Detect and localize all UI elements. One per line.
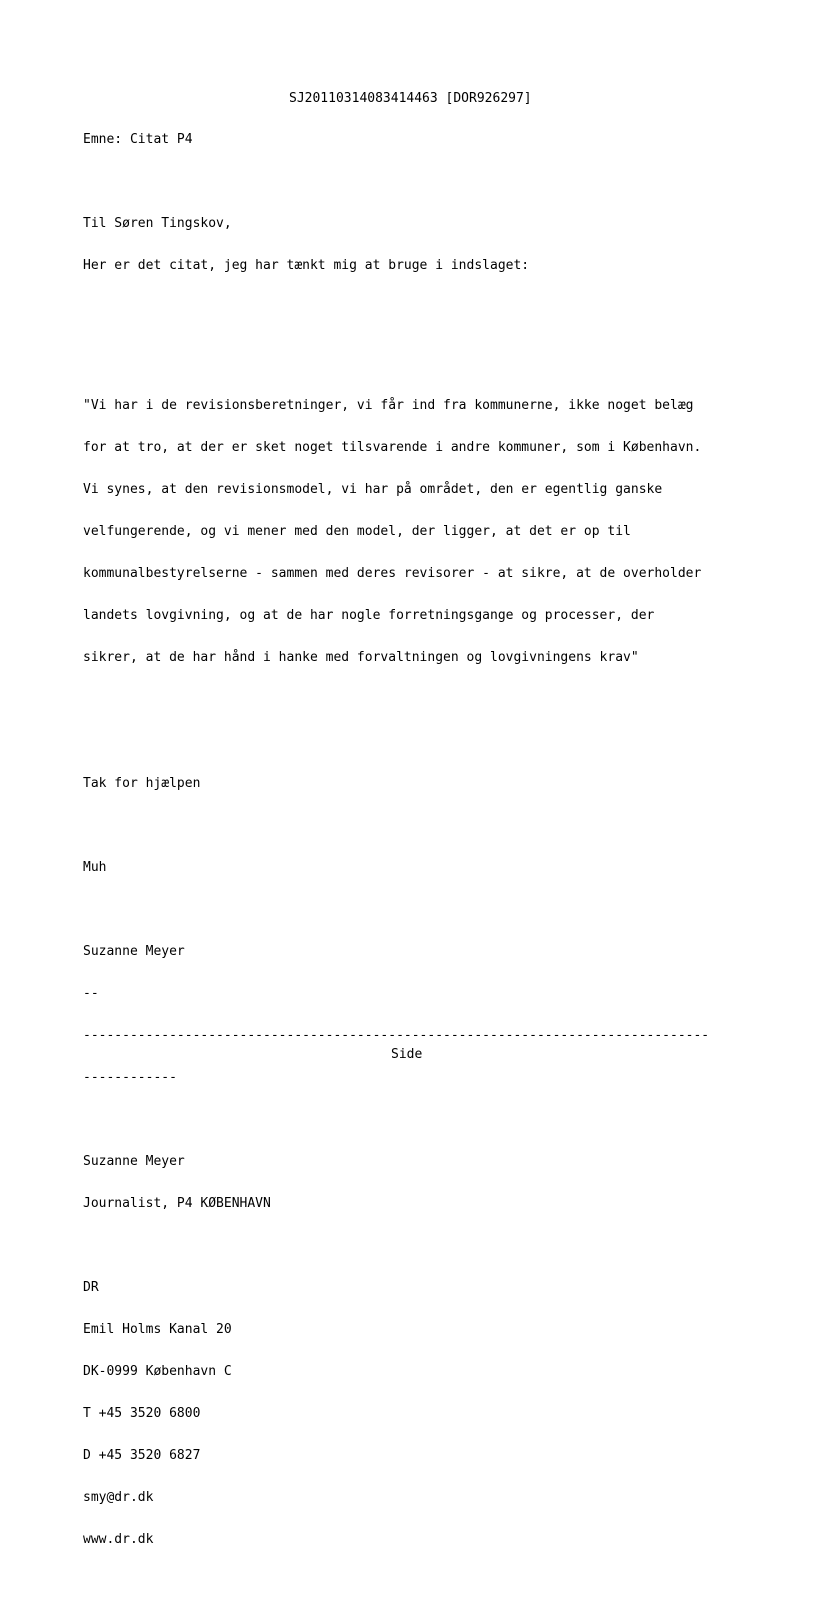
signature-separator-continued: ------------: [83, 1070, 177, 1085]
thanks-line: Tak for hjælpen: [83, 776, 201, 791]
signature-address: Emil Holms Kanal 20: [83, 1322, 232, 1337]
quote-line: sikrer, at de har hånd i hanke med forvaltningen og lovgivningens krav": [83, 650, 639, 665]
signature-direct-phone: D +45 3520 6827: [83, 1448, 201, 1463]
signature-title: Journalist, P4 KØBENHAVN: [83, 1196, 271, 1211]
quote-line: velfungerende, og vi mener med den model, der ligger, at det er op til: [83, 524, 631, 539]
signature-city: DK-0999 København C: [83, 1364, 232, 1379]
quote-line: "Vi har i de revisionsberetninger, vi får ind fra kommunerne, ikke noget belæg: [83, 398, 694, 413]
sender-name: Suzanne Meyer: [83, 944, 185, 959]
quote-line: landets lovgivning, og at de har nogle forretningsgange og processer, der: [83, 608, 655, 623]
quote-line: kommunalbestyrelserne - sammen med deres revisorer - at sikre, at de overholder: [83, 566, 702, 581]
spacer: [83, 735, 783, 749]
spacer: [83, 903, 783, 917]
closing-line: Muh: [83, 860, 107, 875]
intro-line: Her er det citat, jeg har tænkt mig at bruge i indslaget:: [83, 258, 530, 273]
signature-phone: T +45 3520 6800: [83, 1406, 201, 1421]
page-footer-label: Side: [391, 1047, 423, 1062]
signature-website: www.dr.dk: [83, 1532, 154, 1547]
subject-line: Emne: Citat P4: [83, 132, 193, 147]
spacer: [83, 301, 783, 329]
signature-separator: --------------------------------------------------------------------------------: [83, 1029, 710, 1043]
signature-email: smy@dr.dk: [83, 1490, 154, 1505]
signature-org: DR: [83, 1280, 99, 1295]
signature-name: Suzanne Meyer: [83, 1154, 185, 1169]
quote-line: for at tro, at der er sket noget tilsvarende i andre kommuner, som i København.: [83, 440, 702, 455]
signature-marker: --: [83, 986, 99, 1001]
spacer: [83, 175, 783, 189]
email-body: [83, 105, 783, 1603]
quote-block: [83, 371, 783, 693]
spacer: [83, 819, 783, 833]
signature-block: [83, 1127, 783, 1575]
quote-line: Vi synes, at den revisionsmodel, vi har på området, den er egentlig ganske: [83, 482, 663, 497]
spacer: [83, 1239, 783, 1253]
greeting-line: Til Søren Tingskov,: [83, 216, 232, 231]
document-id: SJ20110314083414463 [DOR926297]: [289, 91, 532, 106]
